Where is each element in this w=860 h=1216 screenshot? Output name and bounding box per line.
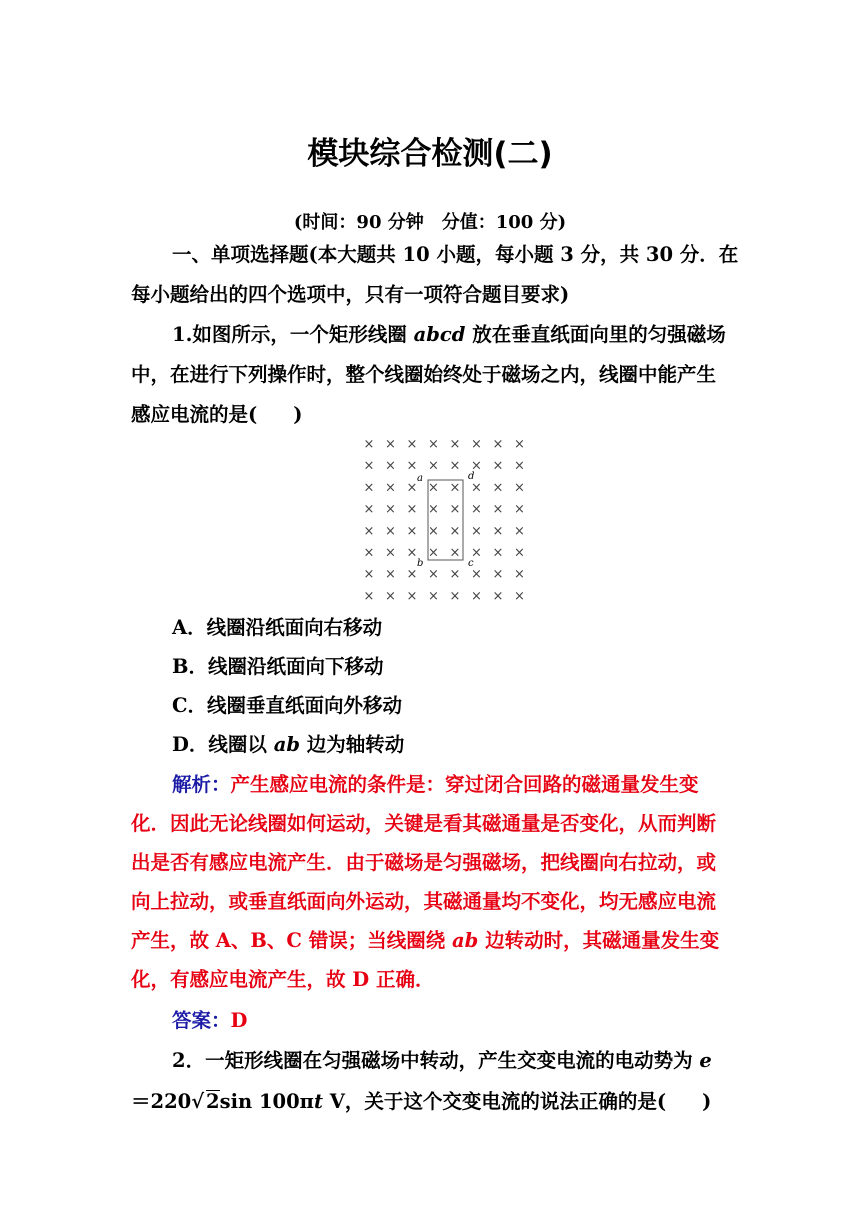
field-cross: × <box>471 588 482 604</box>
field-cross: × <box>492 502 504 518</box>
field-cross: × <box>449 523 461 539</box>
exam-info: (时间：90 分钟 分值：100 分) <box>293 212 567 233</box>
question-2-text-c: V，关于这个交变电流的说法正确的是( <box>322 1090 667 1113</box>
field-cross: × <box>428 502 439 518</box>
field-cross: × <box>385 502 396 518</box>
analysis-line-6: 化，有感应电流产生，故 D 正确． <box>131 968 435 991</box>
field-cross: × <box>428 523 439 539</box>
field-cross: × <box>428 567 439 583</box>
field-cross: × <box>428 480 439 496</box>
field-cross: × <box>363 545 375 561</box>
sqrt-sign: √ <box>191 1090 205 1113</box>
field-cross: × <box>514 458 525 474</box>
analysis-line-4: 向上拉动，或垂直纸面向外运动，其磁通量均不变化，均无感应电流 <box>131 890 717 913</box>
field-cross: × <box>449 480 461 496</box>
field-cross: × <box>406 502 418 518</box>
page-title: 模块综合检测(二) <box>307 136 553 172</box>
magnetic-field-crosses <box>364 437 525 604</box>
option-c: C．线圈垂直纸面向外移动 <box>172 694 403 717</box>
field-cross: × <box>406 437 418 452</box>
variable-e: e <box>699 1049 712 1072</box>
field-cross: × <box>471 437 482 452</box>
field-cross: × <box>385 458 396 474</box>
field-cross: × <box>363 588 375 604</box>
analysis-text-1: 产生感应电流的条件是：穿过闭合回路的磁通量发生变 <box>230 773 699 796</box>
analysis-line-5 <box>131 931 719 951</box>
field-cross: × <box>406 480 418 496</box>
question-1-text-a: 如图所示，一个矩形线圈 <box>192 323 414 346</box>
field-cross: × <box>449 567 461 583</box>
field-cross: × <box>449 458 461 474</box>
coil-corner-d: d <box>468 471 475 482</box>
option-d-text-b: 边为轴转动 <box>299 733 405 756</box>
option-a: A．线圈沿纸面向右移动 <box>172 616 383 639</box>
analysis-label: 解析： <box>172 773 231 796</box>
field-cross: × <box>363 567 375 583</box>
field-cross: × <box>406 523 418 539</box>
option-d-text-a: D．线圈以 <box>172 733 274 756</box>
field-cross: × <box>385 588 396 604</box>
field-cross: × <box>406 567 418 583</box>
analysis-line-2: 化．因此无论线圈如何运动，关键是看其磁通量是否变化，从而判断 <box>131 812 717 835</box>
field-cross: × <box>492 588 504 604</box>
field-cross: × <box>406 458 418 474</box>
field-cross: × <box>514 588 525 604</box>
field-cross: × <box>492 567 504 583</box>
field-cross: × <box>471 458 482 474</box>
variable-ab-analysis: ab <box>452 929 479 952</box>
answer-blank-close: ) <box>293 403 303 426</box>
analysis-text-5b: 边转动时，其磁通量发生变 <box>478 929 720 952</box>
answer-label: 答案： <box>172 1009 231 1032</box>
analysis-line-1 <box>172 775 699 795</box>
field-cross: × <box>492 523 504 539</box>
question-1-stem-end: 感应电流的是( <box>131 403 258 426</box>
field-cross: × <box>449 437 461 452</box>
field-cross: × <box>492 480 504 496</box>
answer-line <box>172 1011 247 1031</box>
field-cross: × <box>471 545 482 561</box>
field-cross: × <box>514 502 525 518</box>
field-cross: × <box>449 588 461 604</box>
field-cross: × <box>449 502 461 518</box>
field-cross: × <box>471 480 482 496</box>
question-1-line-3 <box>131 405 302 425</box>
question-2-sine-term: sin 100π <box>219 1090 314 1113</box>
magnetic-field-coil-figure <box>360 434 530 604</box>
coil-corner-a: a <box>417 473 423 484</box>
question-1-number: 1. <box>172 323 193 346</box>
question-1-line-1 <box>172 325 726 345</box>
field-cross: × <box>514 523 525 539</box>
section-heading-line-1: 一、单项选择题(本大题共 10 小题，每小题 3 分，共 30 分．在 <box>172 243 739 266</box>
field-cross: × <box>385 480 396 496</box>
analysis-line-3: 出是否有感应电流产生．由于磁场是匀强磁场，把线圈向右拉动，或 <box>131 851 717 874</box>
coil-corner-c: c <box>468 558 474 569</box>
variable-t: t <box>313 1090 323 1113</box>
variable-ab: ab <box>273 733 300 756</box>
field-cross: × <box>514 480 525 496</box>
question-1-text-b: 放在垂直纸面向里的匀强磁场 <box>465 323 726 346</box>
answer-value: D <box>230 1009 248 1032</box>
question-2-line-1 <box>172 1051 712 1071</box>
question-2-line-2 <box>131 1090 711 1112</box>
sqrt-argument: 2 <box>206 1090 220 1113</box>
option-b: B．线圈沿纸面向下移动 <box>172 655 384 678</box>
field-cross: × <box>363 437 375 452</box>
field-cross: × <box>406 545 418 561</box>
field-cross: × <box>449 545 461 561</box>
field-cross: × <box>363 480 375 496</box>
field-cross: × <box>385 437 396 452</box>
field-cross: × <box>363 523 375 539</box>
field-cross: × <box>492 545 504 561</box>
question-2-text-a: 2．一矩形线圈在匀强磁场中转动，产生交变电流的电动势为 <box>172 1049 700 1072</box>
field-cross: × <box>471 502 482 518</box>
field-cross: × <box>428 588 439 604</box>
field-cross: × <box>385 567 396 583</box>
answer-blank-close-q2: ) <box>702 1090 712 1113</box>
field-cross: × <box>363 458 375 474</box>
field-cross: × <box>428 437 439 452</box>
field-cross: × <box>385 545 396 561</box>
field-cross: × <box>363 502 375 518</box>
field-cross: × <box>428 545 439 561</box>
field-cross: × <box>406 588 418 604</box>
field-cross: × <box>471 523 482 539</box>
coil-corner-b: b <box>417 558 424 569</box>
section-heading-line-2: 每小题给出的四个选项中，只有一项符合题目要求) <box>131 283 570 306</box>
question-2-text-b: ＝220 <box>131 1090 192 1113</box>
field-cross: × <box>385 523 396 539</box>
field-cross: × <box>514 437 525 452</box>
option-d <box>172 735 404 755</box>
variable-abcd: abcd <box>413 323 466 346</box>
field-cross: × <box>471 567 482 583</box>
field-cross: × <box>492 437 504 452</box>
analysis-text-5a: 产生，故 A、B、C 错误；当线圈绕 <box>131 929 452 952</box>
field-cross: × <box>492 458 504 474</box>
field-cross: × <box>514 567 525 583</box>
question-1-line-2: 中，在进行下列操作时，整个线圈始终处于磁场之内，线圈中能产生 <box>131 363 717 386</box>
field-cross: × <box>514 545 525 561</box>
field-cross: × <box>428 458 439 474</box>
